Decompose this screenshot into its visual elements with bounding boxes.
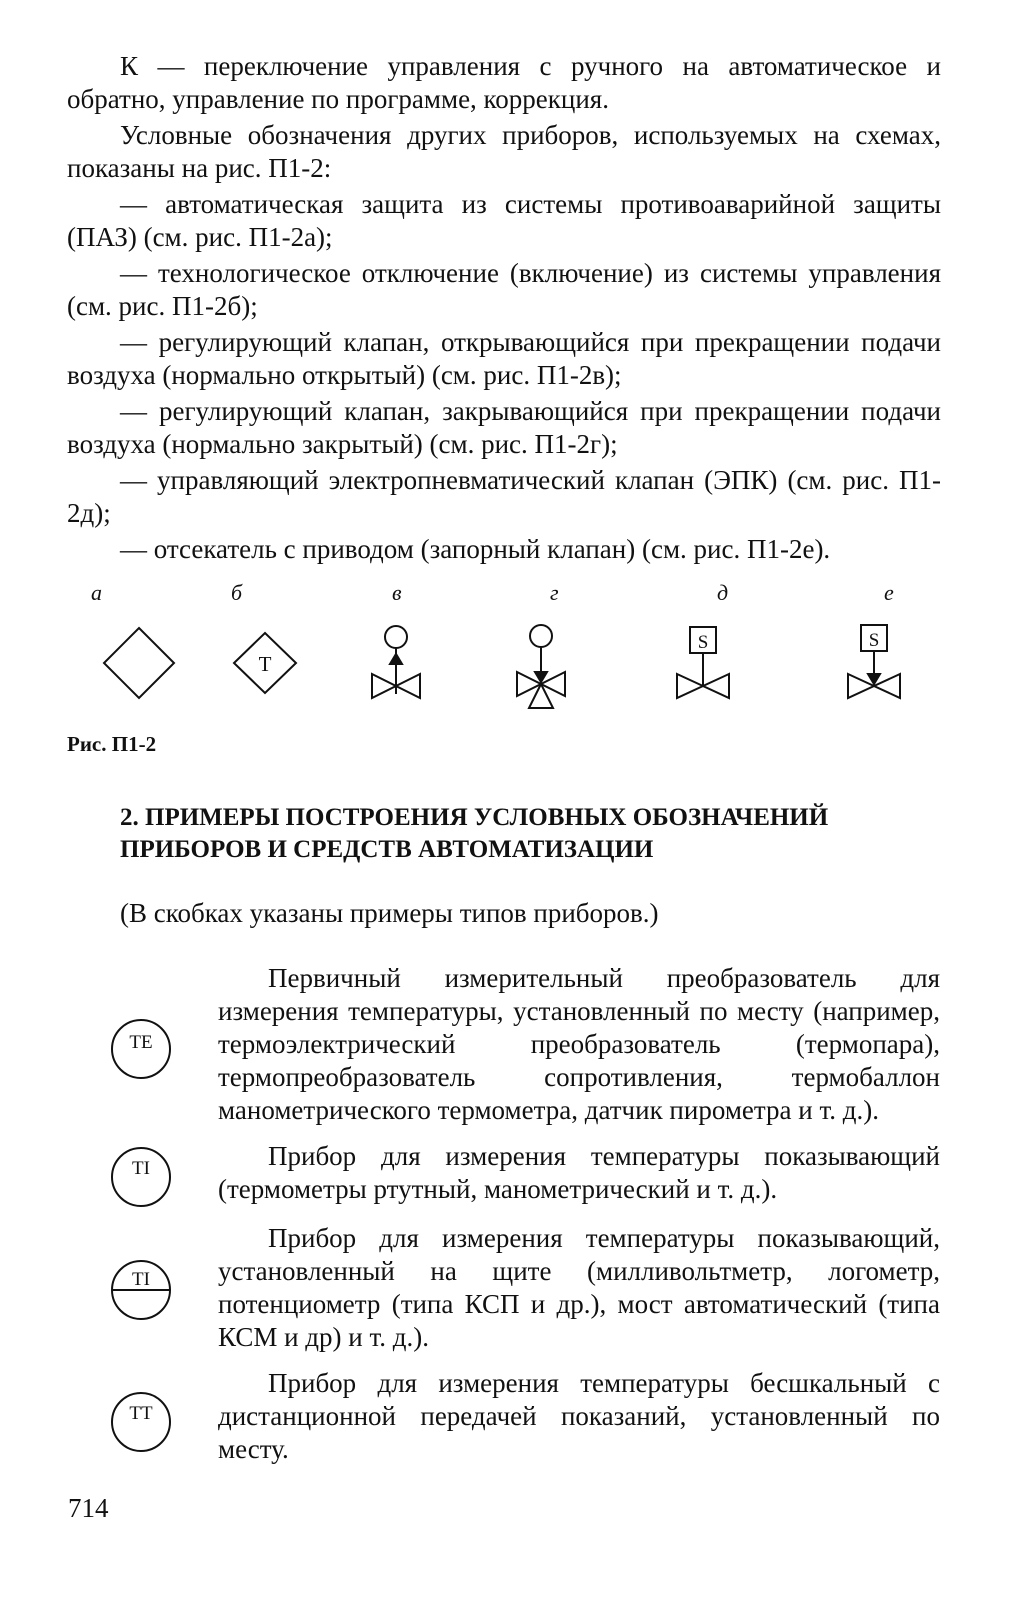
paragraph: Условные обозначения других приборов, используемых на схемах, показаны на рис. П1-2: — [67, 120, 941, 183]
figure-caption: Рис. П1-2 — [67, 732, 157, 756]
paragraph: К — переключение управления с ручного на автоматическое и обратно, управление по программе, коррекция. — [67, 51, 941, 114]
figure-p1-2 — [67, 580, 947, 780]
valve-normally-open-symbol — [372, 626, 420, 698]
paragraph: — регулирующий клапан, открывающийся при прекращении подачи воздуха (нормально открытый) (см. рис. П1-2в); — [67, 327, 941, 390]
entry-description: Первичный измерительный преобразователь для измерения температуры, установленный по месту (например, термоэлектрический преобразователь (термопара), термопреобразователь сопротивления, термобаллон манометрического термометра, датчик пирометра и т. д.). — [218, 963, 940, 1125]
figure-letter-b: б — [231, 580, 243, 605]
page-number: 714 — [68, 1493, 109, 1523]
figure-letter-f: е — [884, 580, 894, 605]
instrument-symbol-label: TI — [132, 1158, 150, 1179]
paragraph: — технологическое отключение (включение) из системы управления (см. рис. П1-2б); — [67, 258, 941, 321]
instrument-symbol-label: TI — [132, 1269, 150, 1290]
paragraph: — отсекатель с приводом (запорный клапан) (см. рис. П1-2е). — [120, 534, 831, 564]
instrument-circle-symbol — [108, 1387, 174, 1457]
instrument-circle-symbol — [108, 1142, 174, 1212]
instrument-symbol-label: TT — [129, 1403, 153, 1424]
paragraph: — регулирующий клапан, закрывающийся при прекращении подачи воздуха (нормально закрытый) (см. рис. П1-2г); — [67, 396, 941, 459]
figure-letter-c: в — [392, 580, 402, 605]
section-title: 2. ПРИМЕРЫ ПОСТРОЕНИЯ УСЛОВНЫХ ОБОЗНАЧЕНИЙ ПРИБОРОВ И СРЕДСТВ АВТОМАТИЗАЦИИ — [120, 804, 829, 863]
entry-description: Прибор для измерения температуры показывающий (термометры ртутный, манометрический и т. д.). — [218, 1141, 940, 1204]
paragraph: — автоматическая защита из системы противоаварийной защиты (ПАЗ) (см. рис. П1-2а); — [67, 189, 941, 252]
section-note: (В скобках указаны примеры типов приборов.) — [120, 898, 659, 928]
solenoid-valve-label: S — [697, 632, 709, 653]
figure-letter-a: а — [91, 580, 102, 605]
panel-instrument-circle-symbol — [108, 1255, 174, 1325]
instrument-symbol-label: TE — [129, 1032, 153, 1053]
entry-description: Прибор для измерения температуры бесшкальный с дистанционной передачей показаний, установленный по месту. — [218, 1368, 940, 1464]
shutoff-valve-label: S — [868, 630, 880, 651]
interlock-diamond-label: Т — [258, 652, 272, 676]
intro-text — [67, 50, 941, 569]
figure-letter-e: д — [717, 580, 729, 605]
figure-letter-d: г — [550, 580, 559, 605]
paragraph: — управляющий электропневматический клапан (ЭПК) (см. рис. П1-2д); — [67, 465, 941, 528]
instrument-circle-symbol — [108, 1014, 174, 1084]
valve-normally-closed-symbol — [517, 625, 565, 708]
entry-description: Прибор для измерения температуры показывающий, установленный на щите (милливольтметр, логометр, потенциометр (типа КСП и др.), мост автоматический (типа КСМ и др) и т. д.). — [218, 1223, 940, 1352]
figure-symbols — [67, 610, 947, 710]
protection-diamond-symbol — [104, 628, 174, 698]
